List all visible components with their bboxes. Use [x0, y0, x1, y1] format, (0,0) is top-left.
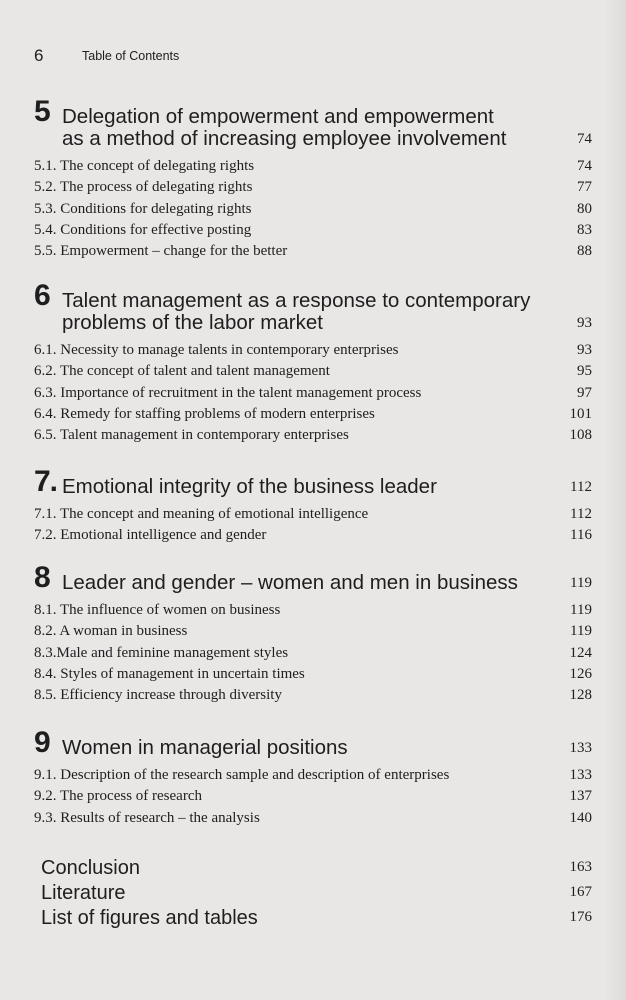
chapter-heading — [34, 561, 592, 594]
entry-page: 116 — [570, 527, 592, 544]
chapter-page: 112 — [570, 479, 592, 495]
section-list — [34, 765, 592, 829]
chapter-heading — [34, 95, 592, 150]
chapter-number: 8 — [34, 561, 50, 594]
entry-label: 5.2. The process of delegating rights — [34, 179, 253, 196]
chapter-title-line: Talent management as a response to contemporary — [62, 289, 531, 312]
chapter-5 — [34, 95, 592, 262]
entry-label: 8.1. The influence of women on business — [34, 602, 281, 618]
entry-label: Literature — [41, 882, 126, 904]
toc-entry[interactable] — [34, 643, 592, 664]
toc-entry[interactable] — [34, 404, 592, 425]
entry-page: 124 — [569, 644, 592, 661]
entry-page: 163 — [569, 859, 592, 875]
entry-page: 176 — [569, 909, 592, 925]
end-matter — [41, 856, 592, 931]
chapter-8 — [34, 561, 592, 706]
toc-entry[interactable] — [34, 600, 592, 621]
toc-entry[interactable] — [34, 340, 592, 361]
entry-page: 77 — [577, 179, 592, 196]
toc-entry[interactable] — [34, 425, 592, 446]
entry-page: 80 — [577, 200, 592, 217]
toc-entry[interactable] — [34, 621, 592, 642]
entry-page: 95 — [577, 363, 592, 380]
toc-entry[interactable] — [34, 241, 592, 262]
chapter-number: 7. — [34, 465, 58, 498]
page-header — [34, 46, 180, 66]
entry-label: List of figures and tables — [41, 907, 258, 929]
toc-entry-literature[interactable] — [41, 881, 592, 906]
toc-entry[interactable] — [34, 383, 592, 404]
entry-label: 8.5. Efficiency increase through diversity — [34, 687, 282, 704]
entry-page: 137 — [569, 788, 592, 805]
entry-label: 6.4. Remedy for staffing problems of modern enterprises — [34, 405, 375, 422]
toc-entry-conclusion[interactable] — [41, 856, 592, 881]
entry-page: 83 — [577, 221, 592, 238]
toc-entry[interactable] — [34, 786, 592, 807]
chapter-heading — [34, 279, 592, 334]
toc-entry[interactable] — [34, 177, 592, 198]
entry-page: 126 — [569, 665, 592, 682]
chapter-7 — [34, 465, 592, 547]
entry-page: 133 — [569, 767, 592, 783]
chapter-number: 6 — [34, 279, 50, 312]
section-list — [34, 156, 592, 262]
chapter-page: 74 — [577, 131, 592, 147]
entry-page: 101 — [569, 405, 592, 422]
chapter-title-line: Emotional integrity of the business leader — [62, 475, 437, 498]
entry-page: 112 — [570, 506, 592, 522]
entry-label: 7.1. The concept and meaning of emotional intelligence — [34, 506, 369, 522]
entry-page: 140 — [569, 809, 592, 826]
entry-page: 88 — [577, 243, 592, 260]
entry-label: 9.1. Description of the research sample and description of enterprises — [34, 767, 450, 783]
section-list — [34, 600, 592, 706]
running-title: Table of Contents — [82, 49, 180, 63]
toc-entry[interactable] — [34, 525, 592, 546]
entry-label: 7.2. Emotional intelligence and gender — [34, 527, 267, 544]
entry-label: 8.4. Styles of management in uncertain times — [34, 665, 305, 682]
entry-page: 108 — [569, 427, 592, 444]
entry-page: 74 — [577, 158, 592, 174]
chapter-title-line: Delegation of empowerment and empowerment — [62, 105, 494, 128]
chapter-title-line: problems of the labor market — [62, 311, 323, 334]
entry-label: Conclusion — [41, 857, 140, 879]
entry-label: 9.2. The process of research — [34, 788, 202, 805]
toc-entry[interactable] — [34, 685, 592, 706]
chapter-6 — [34, 279, 592, 446]
chapter-page: 119 — [570, 575, 592, 591]
entry-label: 5.1. The concept of delegating rights — [34, 158, 255, 174]
entry-label: 8.2. A woman in business — [34, 623, 188, 640]
entry-page: 119 — [570, 602, 592, 618]
chapter-number: 5 — [34, 95, 50, 128]
entry-label: 5.4. Conditions for effective posting — [34, 221, 252, 238]
section-list — [34, 504, 592, 547]
chapter-number: 9 — [34, 726, 50, 759]
toc-entry[interactable] — [34, 504, 592, 525]
section-list — [34, 340, 592, 446]
entry-label: 6.3. Importance of recruitment in the talent management process — [34, 384, 422, 401]
entry-page: 97 — [577, 384, 592, 401]
toc-entry-figures[interactable] — [41, 906, 592, 931]
entry-label: 6.1. Necessity to manage talents in contemporary enterprises — [34, 342, 399, 358]
entry-label: 6.5. Talent management in contemporary enterprises — [34, 427, 349, 444]
toc-entry[interactable] — [34, 361, 592, 382]
entry-label: 5.3. Conditions for delegating rights — [34, 200, 252, 217]
entry-label: 6.2. The concept of talent and talent management — [34, 363, 330, 380]
chapter-9 — [34, 726, 592, 829]
chapter-title-line: as a method of increasing employee involvement — [62, 127, 507, 150]
toc-entry[interactable] — [34, 199, 592, 220]
page-number: 6 — [34, 46, 44, 65]
toc-entry[interactable] — [34, 156, 592, 177]
toc-entry[interactable] — [34, 664, 592, 685]
toc-entry[interactable] — [34, 220, 592, 241]
page-edge-shadow — [604, 0, 626, 1000]
entry-label: 9.3. Results of research – the analysis — [34, 809, 260, 826]
chapter-page: 93 — [577, 315, 592, 331]
chapter-title-line: Women in managerial positions — [62, 736, 348, 759]
entry-page: 167 — [569, 884, 592, 900]
toc-entry[interactable] — [34, 765, 592, 786]
chapter-title-line: Leader and gender – women and men in business — [62, 571, 518, 594]
chapter-heading — [34, 726, 592, 759]
chapter-page: 133 — [569, 740, 592, 756]
entry-page: 128 — [569, 687, 592, 704]
toc-entry[interactable] — [34, 808, 592, 829]
entry-label: 8.3.Male and feminine management styles — [34, 644, 289, 661]
entry-page: 93 — [577, 342, 592, 358]
chapter-heading — [34, 465, 592, 498]
entry-label: 5.5. Empowerment – change for the better — [34, 243, 288, 260]
entry-page: 119 — [570, 623, 592, 640]
